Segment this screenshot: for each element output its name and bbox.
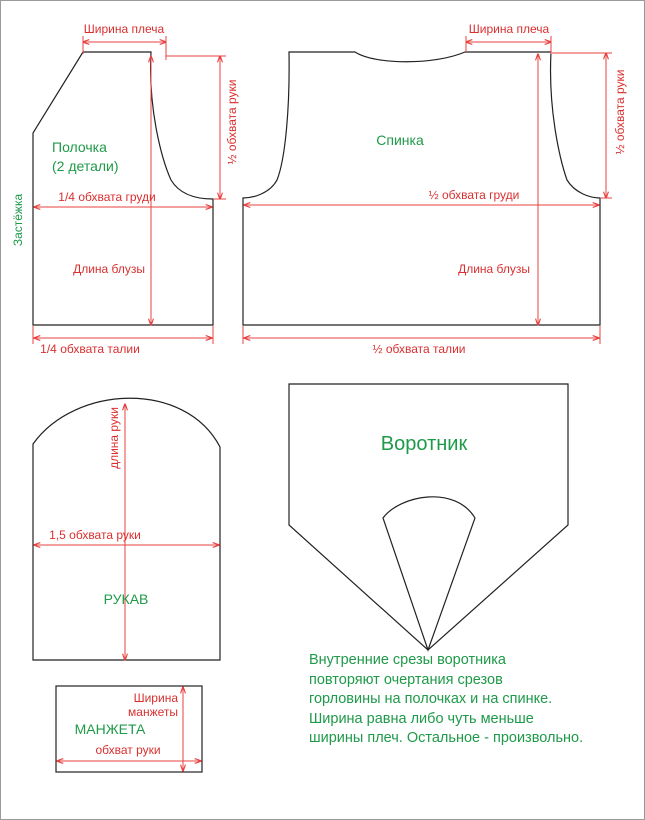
front-armhole-label: ½ обхвата руки xyxy=(225,79,239,165)
note-line: Ширина равна либо чуть меньше xyxy=(309,710,534,727)
back-chest-label: ½ обхвата груди xyxy=(428,188,520,202)
sleeve-width-label: 1,5 обхвата руки xyxy=(49,528,141,542)
back-piece-outline xyxy=(243,52,600,325)
front-closure-label: Застёжка xyxy=(11,193,25,247)
sleeve-title: РУКАВ xyxy=(103,591,149,607)
note-line: горловины на полочках и на спинке. xyxy=(309,691,553,707)
cuff-width-label-1: Ширина xyxy=(133,691,178,705)
front-length-label: Длина блузы xyxy=(73,262,145,276)
back-length-label: Длина блузы xyxy=(458,262,530,276)
front-subtitle: (2 детали) xyxy=(52,158,119,174)
note-line: ширины плеч. Остальное - произвольно. xyxy=(309,730,584,746)
collar-title: Воротник xyxy=(380,433,468,455)
front-shoulder-label: Ширина плеча xyxy=(83,22,165,36)
sleeve-length-label: длина руки xyxy=(107,407,121,469)
front-waist-label: 1/4 обхвата талии xyxy=(40,342,140,356)
cuff-title: МАНЖЕТА xyxy=(74,721,146,737)
front-chest-label: 1/4 обхвата груди xyxy=(58,190,156,204)
back-title: Спинка xyxy=(376,132,424,148)
cuff-length-label: обхват руки xyxy=(95,743,161,757)
cuff-width-label-2: манжеты xyxy=(128,705,178,719)
note-line: повторяют очертания срезов xyxy=(309,671,503,688)
back-armhole-label: ½ обхвата руки xyxy=(613,69,627,155)
back-waist-label: ½ обхвата талии xyxy=(372,342,466,356)
note-line: Внутренние срезы воротника xyxy=(309,652,506,668)
front-title: Полочка xyxy=(52,139,107,155)
collar-note xyxy=(309,651,639,749)
back-shoulder-label: Ширина плеча xyxy=(468,22,550,36)
front-piece-outline xyxy=(33,52,213,325)
